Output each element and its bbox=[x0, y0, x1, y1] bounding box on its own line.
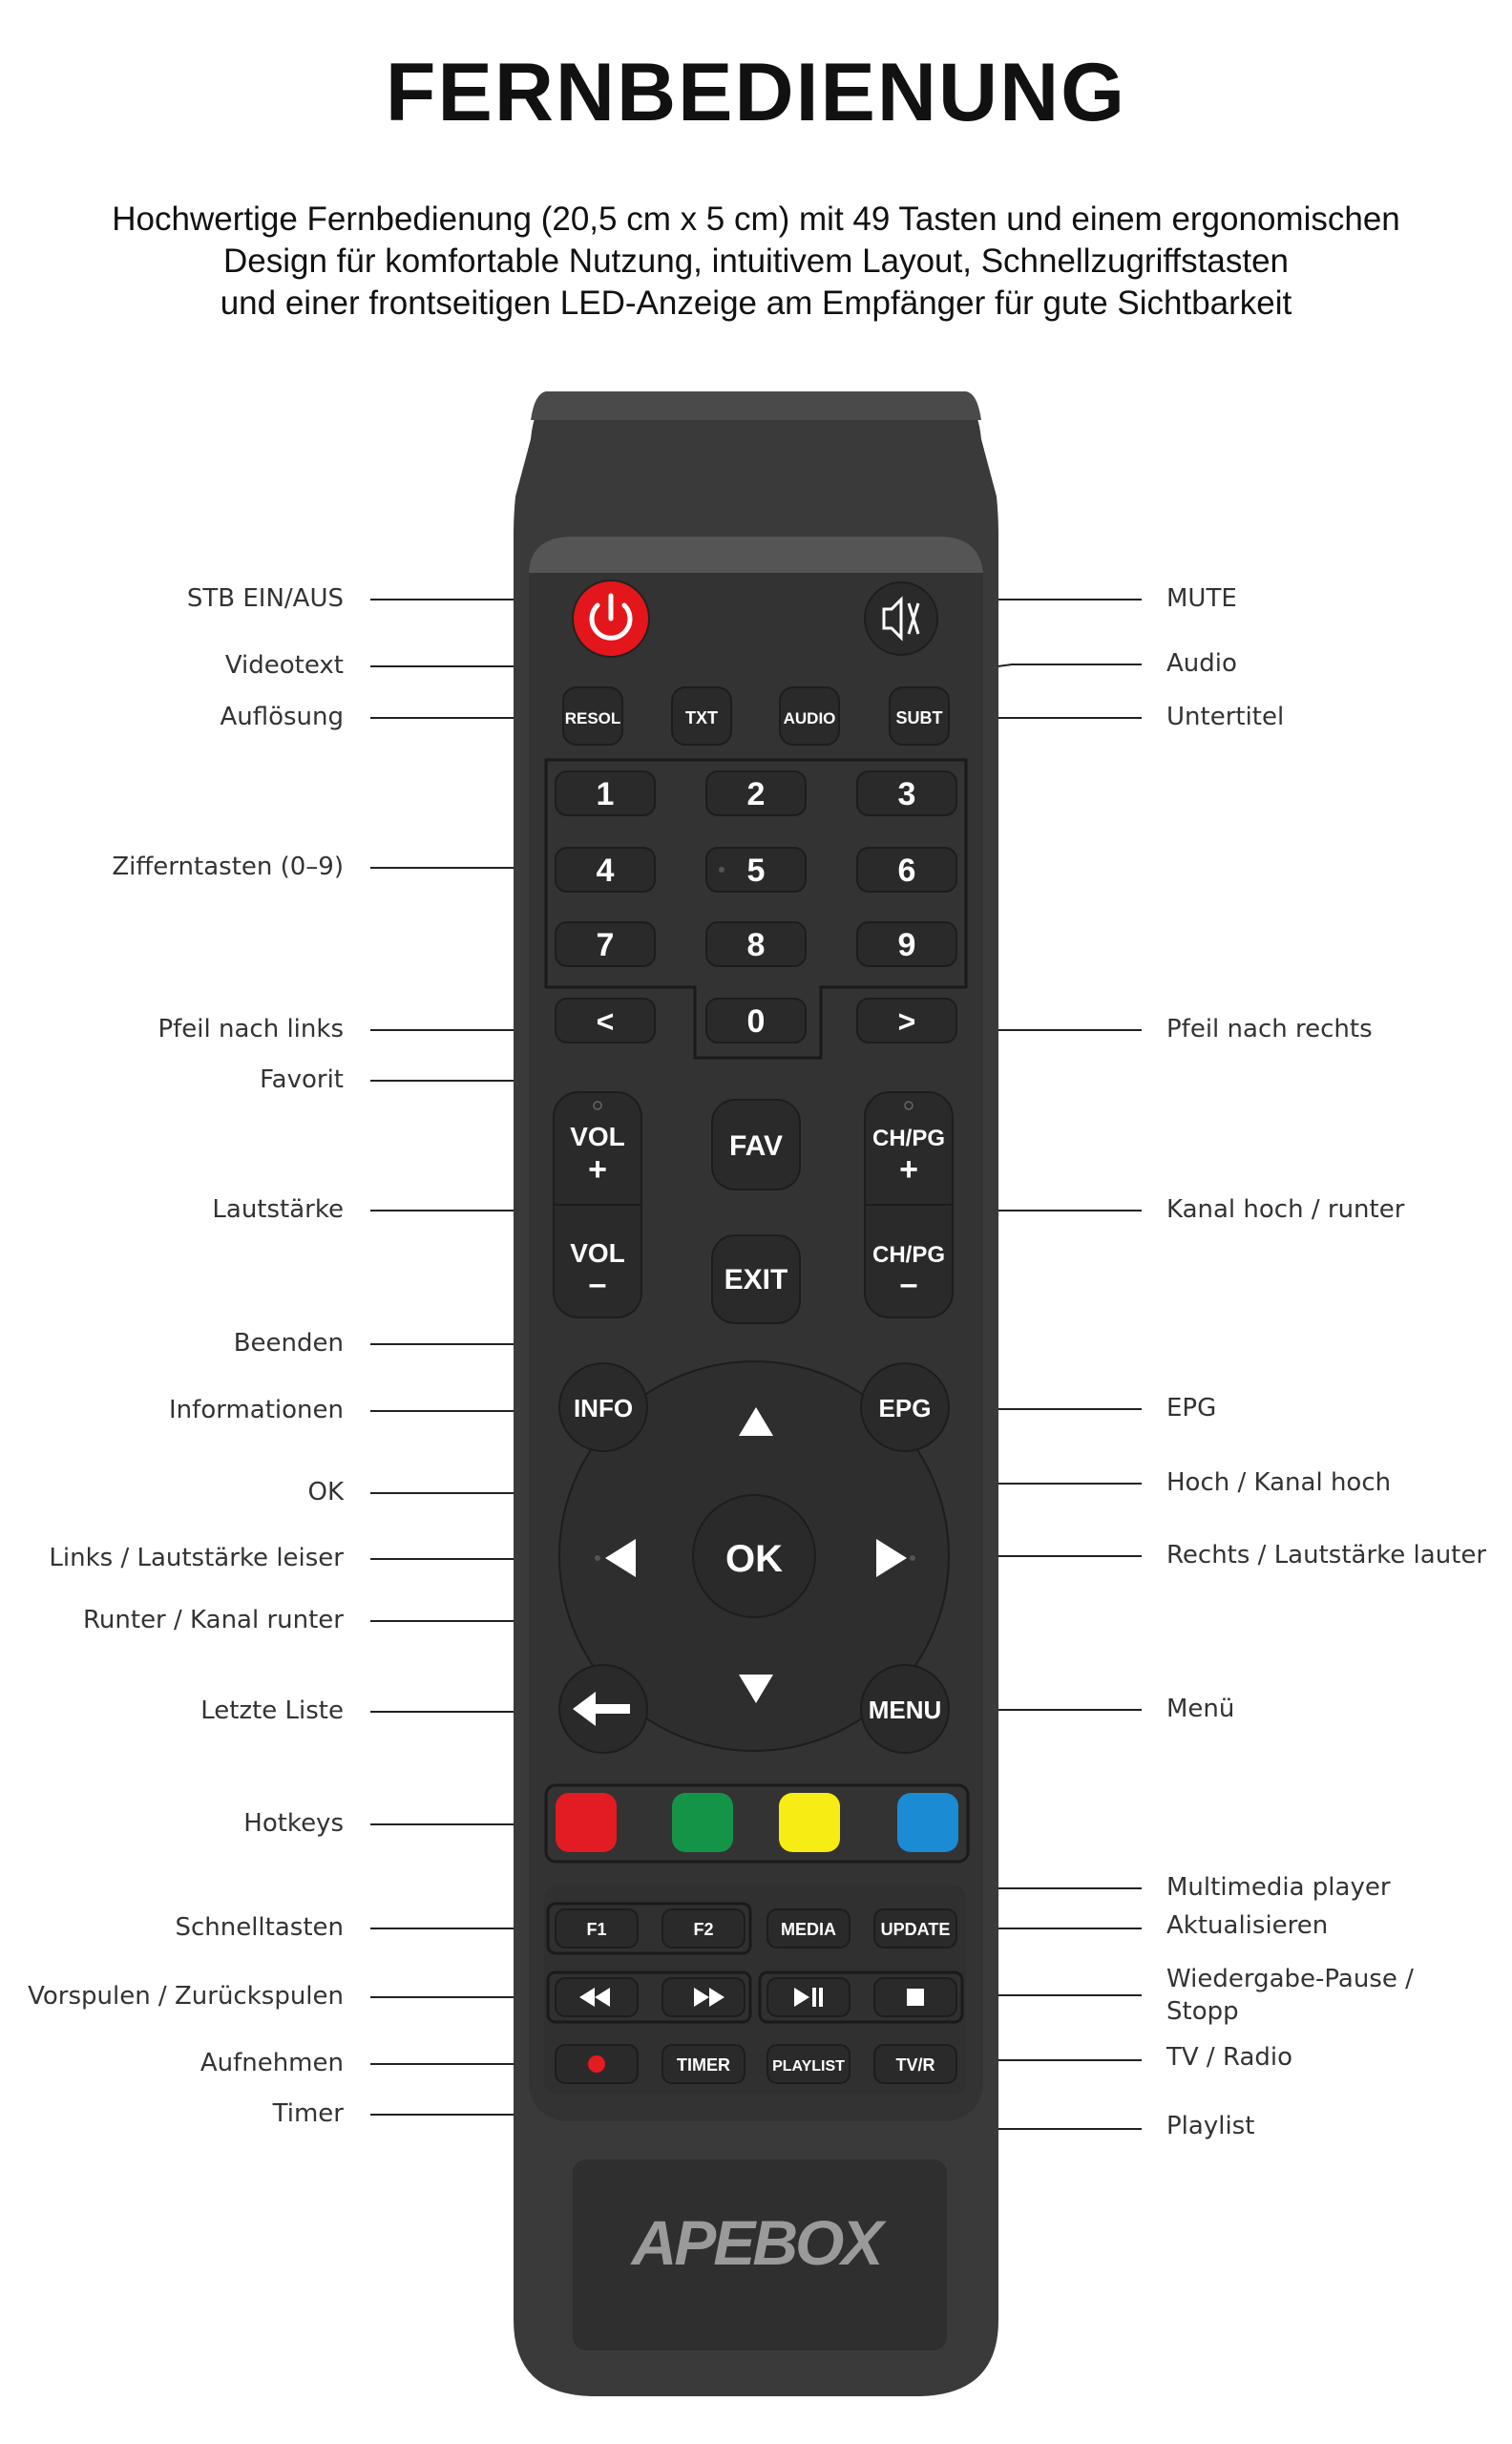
digit-3-label: 3 bbox=[897, 776, 916, 812]
info-button[interactable] bbox=[559, 1363, 647, 1451]
digit-6-button[interactable] bbox=[857, 848, 956, 892]
record-icon bbox=[588, 2055, 605, 2073]
digit-0-button[interactable] bbox=[706, 999, 806, 1043]
f2-label: F2 bbox=[693, 1920, 714, 1939]
label-multimedia: Multimedia player bbox=[1166, 1873, 1391, 1902]
label-ff-rew: Vorspulen / Zurückspulen bbox=[28, 1982, 344, 2011]
subt-label: SUBT bbox=[895, 708, 943, 727]
digit-6-label: 6 bbox=[897, 853, 916, 889]
epg-label: EPG bbox=[878, 1394, 932, 1422]
arrow-left-button[interactable] bbox=[556, 999, 655, 1043]
stop-button[interactable] bbox=[874, 1978, 956, 2016]
label-subtitle: Untertitel bbox=[1166, 703, 1285, 731]
update-label: UPDATE bbox=[880, 1920, 951, 1939]
label-exit: Beenden bbox=[233, 1329, 344, 1358]
play-pause-button[interactable] bbox=[767, 1978, 850, 2016]
vol-plus-label: + bbox=[588, 1151, 607, 1188]
channel-rocker[interactable] bbox=[865, 1092, 953, 1317]
green-hotkey-button[interactable] bbox=[672, 1793, 733, 1852]
ch-down-label: CH/PG bbox=[872, 1242, 946, 1268]
playlist-label: PLAYLIST bbox=[772, 2058, 845, 2075]
ok-label: OK bbox=[725, 1538, 783, 1580]
label-power: STB EIN/AUS bbox=[186, 584, 344, 613]
vol-minus-label: – bbox=[588, 1266, 607, 1302]
page-title: FERNBEDIENUNG bbox=[385, 47, 1127, 138]
digit-4-button[interactable] bbox=[556, 848, 655, 892]
blue-hotkey-button[interactable] bbox=[897, 1793, 958, 1852]
description-line: Hochwertige Fernbedienung (20,5 cm x 5 cm) mit 49 Tasten und einem ergonomischen bbox=[112, 200, 1400, 238]
digit-4-label: 4 bbox=[596, 853, 615, 889]
label-tv-radio: TV / Radio bbox=[1166, 2043, 1293, 2072]
back-button[interactable] bbox=[559, 1665, 647, 1753]
exit-label: EXIT bbox=[724, 1264, 788, 1296]
menu-button[interactable] bbox=[861, 1665, 949, 1753]
brand-logo: APEBOX bbox=[631, 2207, 881, 2278]
resol-button[interactable] bbox=[563, 687, 622, 745]
fav-label: FAV bbox=[728, 1130, 784, 1162]
label-audio: Audio bbox=[1166, 649, 1237, 678]
digit-3-button[interactable] bbox=[857, 771, 956, 815]
label-play-pause: Wiedergabe-Pause / bbox=[1166, 1965, 1414, 1993]
timer-label: TIMER bbox=[677, 2055, 730, 2075]
digit-1-label: 1 bbox=[596, 776, 615, 812]
label-right-vol-up: Rechts / Lautstärke lauter bbox=[1166, 1541, 1487, 1570]
subt-button[interactable] bbox=[890, 687, 949, 745]
label-shortcuts: Schnelltasten bbox=[175, 1913, 344, 1942]
label-timer: Timer bbox=[272, 2099, 344, 2128]
arrow-left-label: < bbox=[596, 1004, 615, 1039]
label-down-channel: Runter / Kanal runter bbox=[83, 1606, 344, 1634]
resol-label: RESOL bbox=[564, 709, 621, 727]
label-channel: Kanal hoch / runter bbox=[1166, 1195, 1405, 1224]
label-mute: MUTE bbox=[1166, 584, 1237, 613]
digit-5-label: 5 bbox=[746, 853, 766, 889]
audio-label: AUDIO bbox=[783, 709, 836, 727]
tv-radio-label: TV/R bbox=[895, 2055, 935, 2075]
ch-minus-label: – bbox=[899, 1266, 918, 1302]
label-hotkeys: Hotkeys bbox=[243, 1809, 344, 1838]
red-hotkey-button[interactable] bbox=[556, 1793, 617, 1852]
fav-button[interactable] bbox=[712, 1100, 800, 1190]
exit-button[interactable] bbox=[712, 1235, 800, 1323]
ch-up-label: CH/PG bbox=[872, 1126, 946, 1151]
vol-up-label: VOL bbox=[570, 1122, 625, 1151]
f1-button[interactable] bbox=[556, 1909, 638, 1948]
timer-button[interactable] bbox=[662, 2045, 745, 2083]
power-button[interactable] bbox=[573, 580, 649, 657]
label-epg: EPG bbox=[1166, 1394, 1217, 1422]
epg-button[interactable] bbox=[861, 1363, 949, 1451]
txt-label: TXT bbox=[685, 708, 718, 727]
arrow-right-button[interactable] bbox=[857, 999, 956, 1043]
description-line: und einer frontseitigen LED-Anzeige am Empfänger für gute Sichtbarkeit bbox=[220, 284, 1292, 322]
info-label: INFO bbox=[573, 1394, 634, 1422]
tv-radio-button[interactable] bbox=[874, 2045, 956, 2083]
record-button[interactable] bbox=[556, 2045, 638, 2083]
mute-button[interactable] bbox=[865, 582, 937, 655]
audio-button[interactable] bbox=[780, 687, 839, 745]
label-teletext: Videotext bbox=[224, 651, 344, 680]
stop-icon bbox=[907, 1989, 924, 2006]
f1-label: F1 bbox=[586, 1920, 607, 1939]
label-record: Aufnehmen bbox=[200, 2049, 344, 2077]
label-menu: Menü bbox=[1166, 1695, 1235, 1723]
label-left-vol-down: Links / Lautstärke leiser bbox=[49, 1544, 344, 1572]
txt-button[interactable] bbox=[672, 687, 731, 745]
menu-label: MENU bbox=[868, 1696, 942, 1724]
description-line: Design für komfortable Nutzung, intuitivem Layout, Schnellzugriffstasten bbox=[222, 242, 1290, 280]
volume-rocker[interactable] bbox=[554, 1092, 641, 1317]
digit-9-button[interactable] bbox=[857, 922, 956, 966]
digit-7-label: 7 bbox=[596, 927, 615, 963]
label-arrow-right: Pfeil nach rechts bbox=[1166, 1015, 1373, 1043]
fast-forward-button[interactable] bbox=[662, 1978, 745, 2016]
label-resolution: Auflösung bbox=[220, 703, 344, 731]
digit-2-button[interactable] bbox=[706, 771, 806, 815]
label-info: Informationen bbox=[169, 1396, 344, 1424]
label-stop: Stopp bbox=[1166, 1997, 1239, 2026]
label-last-list: Letzte Liste bbox=[200, 1696, 344, 1725]
yellow-hotkey-button[interactable] bbox=[779, 1793, 840, 1852]
label-up-channel: Hoch / Kanal hoch bbox=[1166, 1468, 1392, 1497]
label-playlist: Playlist bbox=[1166, 2112, 1255, 2140]
arrow-right-label: > bbox=[897, 1004, 916, 1039]
f2-button[interactable] bbox=[662, 1909, 745, 1948]
ch-plus-label: + bbox=[899, 1151, 918, 1188]
label-ok: OK bbox=[307, 1478, 344, 1506]
label-favorite: Favorit bbox=[260, 1065, 344, 1094]
rewind-button[interactable] bbox=[556, 1978, 638, 2016]
update-button[interactable] bbox=[874, 1909, 956, 1948]
vol-down-label: VOL bbox=[570, 1238, 625, 1268]
digit-1-button[interactable] bbox=[556, 771, 655, 815]
media-button[interactable] bbox=[767, 1909, 850, 1948]
playlist-button[interactable] bbox=[767, 2045, 850, 2083]
label-arrow-left: Pfeil nach links bbox=[158, 1015, 344, 1043]
label-digits: Zifferntasten (0–9) bbox=[112, 853, 344, 881]
ok-button[interactable] bbox=[693, 1495, 815, 1617]
digit-9-label: 9 bbox=[897, 927, 916, 963]
digit-7-button[interactable] bbox=[556, 922, 655, 966]
media-label: MEDIA bbox=[781, 1920, 836, 1939]
digit-8-label: 8 bbox=[746, 927, 766, 963]
digit-2-label: 2 bbox=[746, 776, 766, 812]
digit-5-button[interactable] bbox=[706, 848, 806, 892]
digit-0-label: 0 bbox=[746, 1003, 766, 1040]
digit-8-button[interactable] bbox=[706, 922, 806, 966]
label-volume: Lautstärke bbox=[212, 1195, 344, 1224]
label-update: Aktualisieren bbox=[1166, 1911, 1329, 1940]
